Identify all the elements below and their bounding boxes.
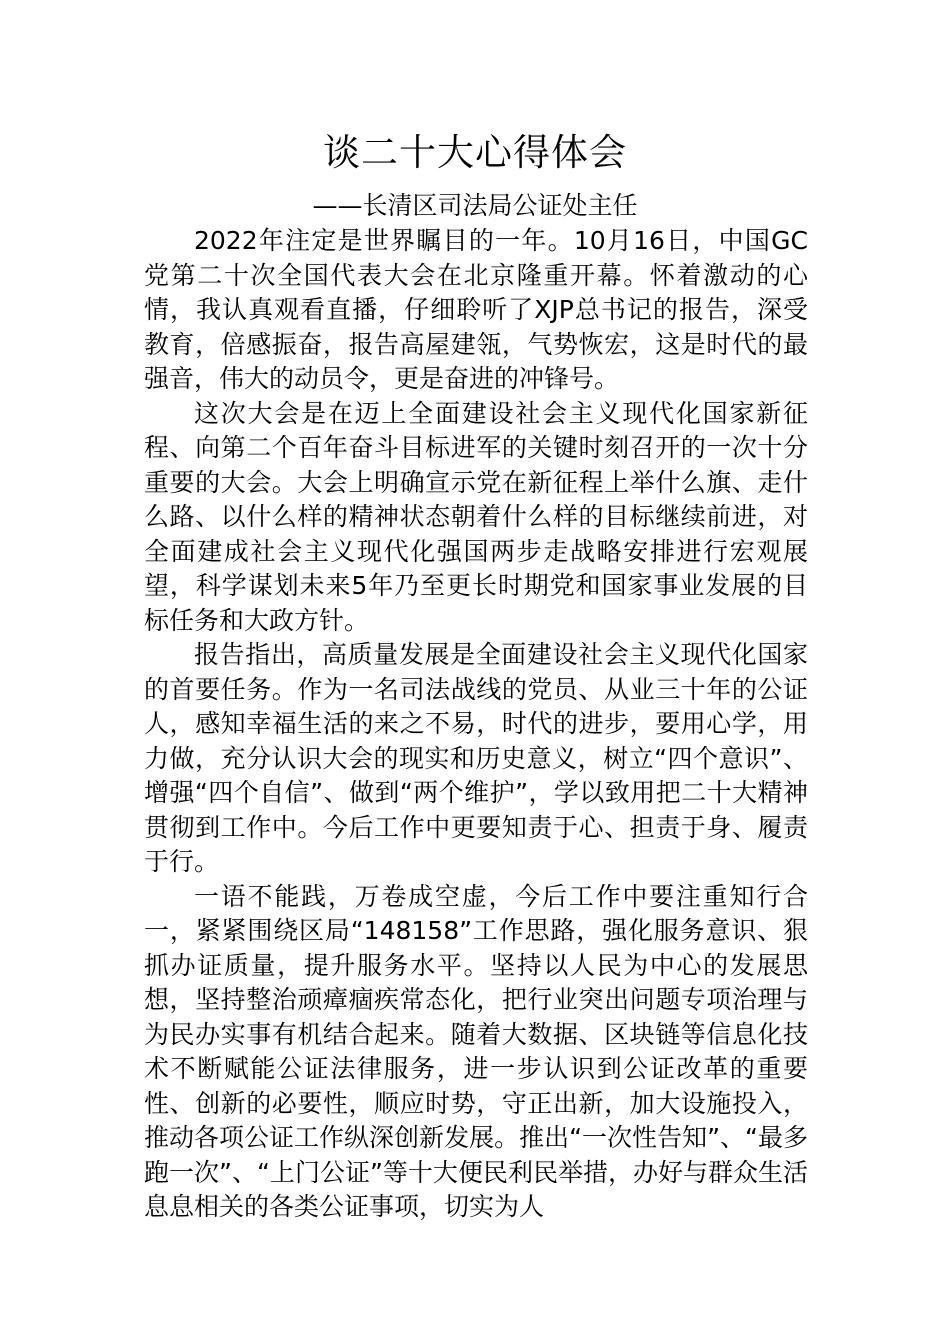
document-body bbox=[144, 224, 808, 1225]
document-subtitle: ——长清区司法局公证处主任 bbox=[312, 191, 638, 220]
paragraph-1: 2022年注定是世界瞩目的一年。10月16日，中国GC党第二十次全国代表大会在北京隆重开幕。怀着激动的心情，我认真观看直播，仔细聆听了XJP总书记的报告，深受教育，倍感振奋，报告高屋建瓴，气势恢宏，这是时代的最强音，伟大的动员令，更是奋进的冲锋号。 bbox=[144, 226, 808, 393]
document-title: 谈二十大心得体会 bbox=[323, 131, 627, 174]
paragraph-2: 这次大会是在迈上全面建设社会主义现代化国家新征程、向第二个百年奋斗目标进军的关键时刻召开的一次十分重要的大会。大会上明确宣示党在新征程上举什么旗、走什么路、以什么样的精神状态朝着什么样的目标继续前进，对全面建成社会主义现代化强国两步走战略安排进行宏观展望，科学谋划未来5年乃至更长时期党和国家事业发展的目标任务和大政方针。 bbox=[144, 398, 808, 635]
paragraph-4: 一语不能践，万卷成空虚，今后工作中要注重知行合一，紧紧围绕区局“148158”工作思路，强化服务意识、狠抓办证质量，提升服务水平。坚持以人民为中心的发展思想，坚持整治顽瘴痼疾常态化，把行业突出问题专项治理与为民办实事有机结合起来。随着大数据、区块链等信息化技术不断赋能公证法律服务，进一步认识到公证改革的重要性、创新的必要性，顺应时势，守正出新，加大设施投入，推动各项公证工作纵深创新发展。推出“一次性告知”、“最多跑一次”、“上门公证”等十大便民利民举措，办好与群众生活息息相关的各类公证事项，切实为人 bbox=[144, 881, 808, 1221]
paragraph-3: 报告指出，高质量发展是全面建设社会主义现代化国家的首要任务。作为一名司法战线的党员、从业三十年的公证人，感知幸福生活的来之不易，时代的进步，要用心学，用力做，充分认识大会的现实和历史意义，树立“四个意识”、增强“四个自信”、做到“两个维护”，学以致用把二十大精神贯彻到工作中。今后工作中更要知责于心、担责于身、履责于行。 bbox=[144, 640, 808, 876]
